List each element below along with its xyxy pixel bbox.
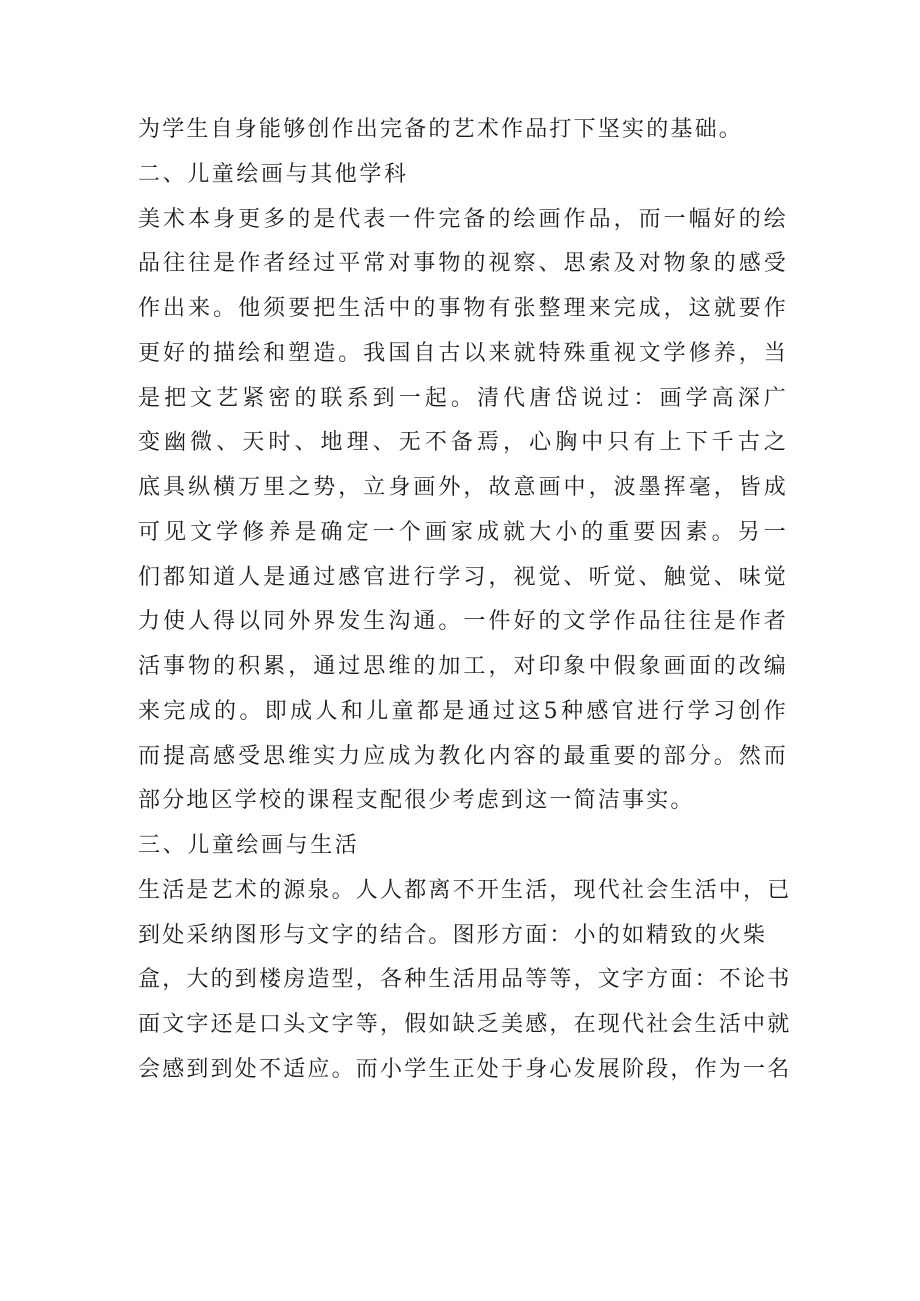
paragraph-line: 部分地区学校的课程支配很少考虑到这一简洁事实。 [138,788,695,814]
paragraph-line: 美术本身更多的是代表一件完备的绘画作品，而一幅好的绘 [138,206,788,232]
paragraph-line: 盒，大的到楼房造型，各种生活用品等等，文字方面：不论书 [138,967,792,993]
paragraph-line: 活事物的积累，通过思维的加工，对印象中假象画面的改编 [138,654,788,679]
paragraph-line: 们都知道人是通过感官进行学习，视觉、听觉、触觉、味觉 [138,564,788,590]
paragraph-line: 变幽微、天时、地理、无不备焉，心胸中只有上下千古之 [138,430,788,456]
paragraph-line: 会感到到处不适应。而小学生正处于身心发展阶段，作为一名 [138,1056,792,1082]
paragraph-line: 作出来。他须要把生活中的事物有张整理来完成，这就要作 [138,296,788,321]
paragraph-line: 品往往是作者经过平常对事物的视察、思索及对物象的感受 [138,251,788,277]
paragraph-line: 到处采纳图形与文字的结合。图形方面：小的如精致的火柴 [138,922,768,948]
section-heading: 三、儿童绘画与生活 [138,833,360,858]
paragraph-line: 可见文学修养是确定一个画家成就大小的重要因素。另一 [138,519,788,545]
paragraph-line: 力使人得以同外界发生沟通。一件好的文学作品往往是作者 [138,609,788,635]
paragraph-line: 更好的描绘和塑造。我国自古以来就特殊重视文学修养，当 [138,340,788,366]
document-body [138,108,792,1093]
paragraph-line: 是把文艺紧密的联系到一起。清代唐岱说过：画学高深广 [138,385,788,411]
paragraph-line: 面文字还是口头文字等，假如缺乏美感，在现代社会生活中就 [138,1012,792,1037]
paragraph-line: 底具纵横万里之势，立身画外，故意画中，波墨挥毫，皆成 [138,475,788,500]
paragraph-line: 为学生自身能够创作出完备的艺术作品打下坚实的基础。 [138,117,744,142]
paragraph-line: 来完成的。即成人和儿童都是通过这5种感官进行学习创作 [138,698,788,724]
paragraph-line: 生活是艺术的源泉。人人都离不开生活，现代社会生活中，已 [138,877,792,903]
section-heading: 二、儿童绘画与其他学科 [138,161,409,187]
paragraph-line: 而提高感受思维实力应成为教化内容的最重要的部分。然而 [138,743,788,769]
